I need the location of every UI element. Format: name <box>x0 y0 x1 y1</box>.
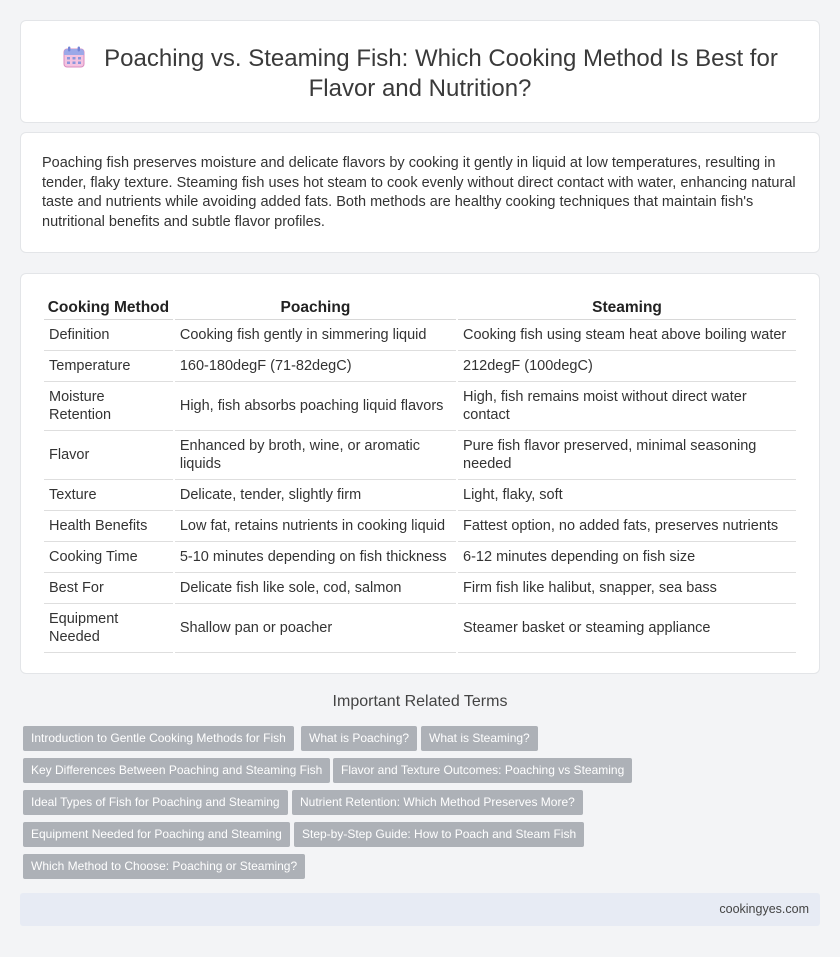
row-label: Health Benefits <box>44 511 173 542</box>
steaming-cell: Pure fish flavor preserved, minimal seasoning needed <box>458 431 796 480</box>
row-label: Flavor <box>44 431 173 480</box>
poaching-cell: Low fat, retains nutrients in cooking liquid <box>175 511 456 542</box>
related-tag[interactable]: Key Differences Between Poaching and Steaming Fish <box>23 758 330 783</box>
poaching-cell: Shallow pan or poacher <box>175 604 456 653</box>
table-row <box>44 542 796 573</box>
title-card <box>20 20 820 123</box>
calendar-icon <box>62 45 86 69</box>
poaching-cell: 160-180degF (71-82degC) <box>175 351 456 382</box>
steaming-cell: Cooking fish using steam heat above boiling water <box>458 320 796 351</box>
row-label: Texture <box>44 480 173 511</box>
related-tag[interactable]: Nutrient Retention: Which Method Preserves More? <box>292 790 583 815</box>
comparison-table-card <box>20 273 820 674</box>
table-row <box>44 511 796 542</box>
steaming-cell: Fattest option, no added fats, preserves nutrients <box>458 511 796 542</box>
steaming-cell: High, fish remains moist without direct water contact <box>458 382 796 431</box>
poaching-cell: Delicate, tender, slightly firm <box>175 480 456 511</box>
page-title-text: Poaching vs. Steaming Fish: Which Cooking Method Is Best for Flavor and Nutrition? <box>104 45 778 102</box>
footer-site-name[interactable]: cookingyes.com <box>719 902 809 916</box>
related-tag[interactable]: Ideal Types of Fish for Poaching and Steaming <box>23 790 288 815</box>
footer <box>20 893 820 926</box>
intro-paragraph: Poaching fish preserves moisture and delicate flavors by cooking it gently in liquid at low temperatures, resulting in tender, flaky texture. Steaming fish uses hot steam to cook evenly without direct contact with water, enhancing natural taste and nutrients while avoiding added fats. Both methods are healthy cooking techniques that maintain fish's nutritional benefits and subtle flavor profiles. <box>42 155 796 230</box>
related-tag[interactable]: What is Steaming? <box>421 726 538 751</box>
related-tag[interactable]: What is Poaching? <box>301 726 417 751</box>
page-title <box>61 44 779 104</box>
poaching-cell: High, fish absorbs poaching liquid flavors <box>175 382 456 431</box>
table-row <box>44 573 796 604</box>
poaching-cell: 5-10 minutes depending on fish thickness <box>175 542 456 573</box>
table-row <box>44 351 796 382</box>
poaching-cell: Cooking fish gently in simmering liquid <box>175 320 456 351</box>
poaching-cell: Delicate fish like sole, cod, salmon <box>175 573 456 604</box>
row-label: Cooking Time <box>44 542 173 573</box>
steaming-cell: Steamer basket or steaming appliance <box>458 604 796 653</box>
row-label: Equipment Needed <box>44 604 173 653</box>
table-row <box>44 480 796 511</box>
row-label: Best For <box>44 573 173 604</box>
row-label: Moisture Retention <box>44 382 173 431</box>
related-terms-heading: Important Related Terms <box>332 693 508 710</box>
table-row <box>44 431 796 480</box>
comparison-table <box>42 295 798 653</box>
intro-card <box>20 132 820 253</box>
steaming-cell: Firm fish like halibut, snapper, sea bass <box>458 573 796 604</box>
table-row <box>44 382 796 431</box>
row-label: Definition <box>44 320 173 351</box>
related-tag[interactable]: Which Method to Choose: Poaching or Steaming? <box>23 854 305 879</box>
steaming-cell: Light, flaky, soft <box>458 480 796 511</box>
related-tag[interactable]: Introduction to Gentle Cooking Methods for Fish <box>23 726 294 751</box>
header-cooking-method: Cooking Method <box>44 295 173 320</box>
steaming-cell: 212degF (100degC) <box>458 351 796 382</box>
table-row <box>44 604 796 653</box>
related-tag[interactable]: Flavor and Texture Outcomes: Poaching vs Steaming <box>333 758 632 783</box>
header-steaming: Steaming <box>458 295 796 320</box>
table-header-row <box>44 295 796 320</box>
poaching-cell: Enhanced by broth, wine, or aromatic liquids <box>175 431 456 480</box>
related-tag[interactable]: Step-by-Step Guide: How to Poach and Steam Fish <box>294 822 584 847</box>
header-poaching: Poaching <box>175 295 456 320</box>
row-label: Temperature <box>44 351 173 382</box>
related-tag[interactable]: Equipment Needed for Poaching and Steaming <box>23 822 290 847</box>
table-row <box>44 320 796 351</box>
steaming-cell: 6-12 minutes depending on fish size <box>458 542 796 573</box>
